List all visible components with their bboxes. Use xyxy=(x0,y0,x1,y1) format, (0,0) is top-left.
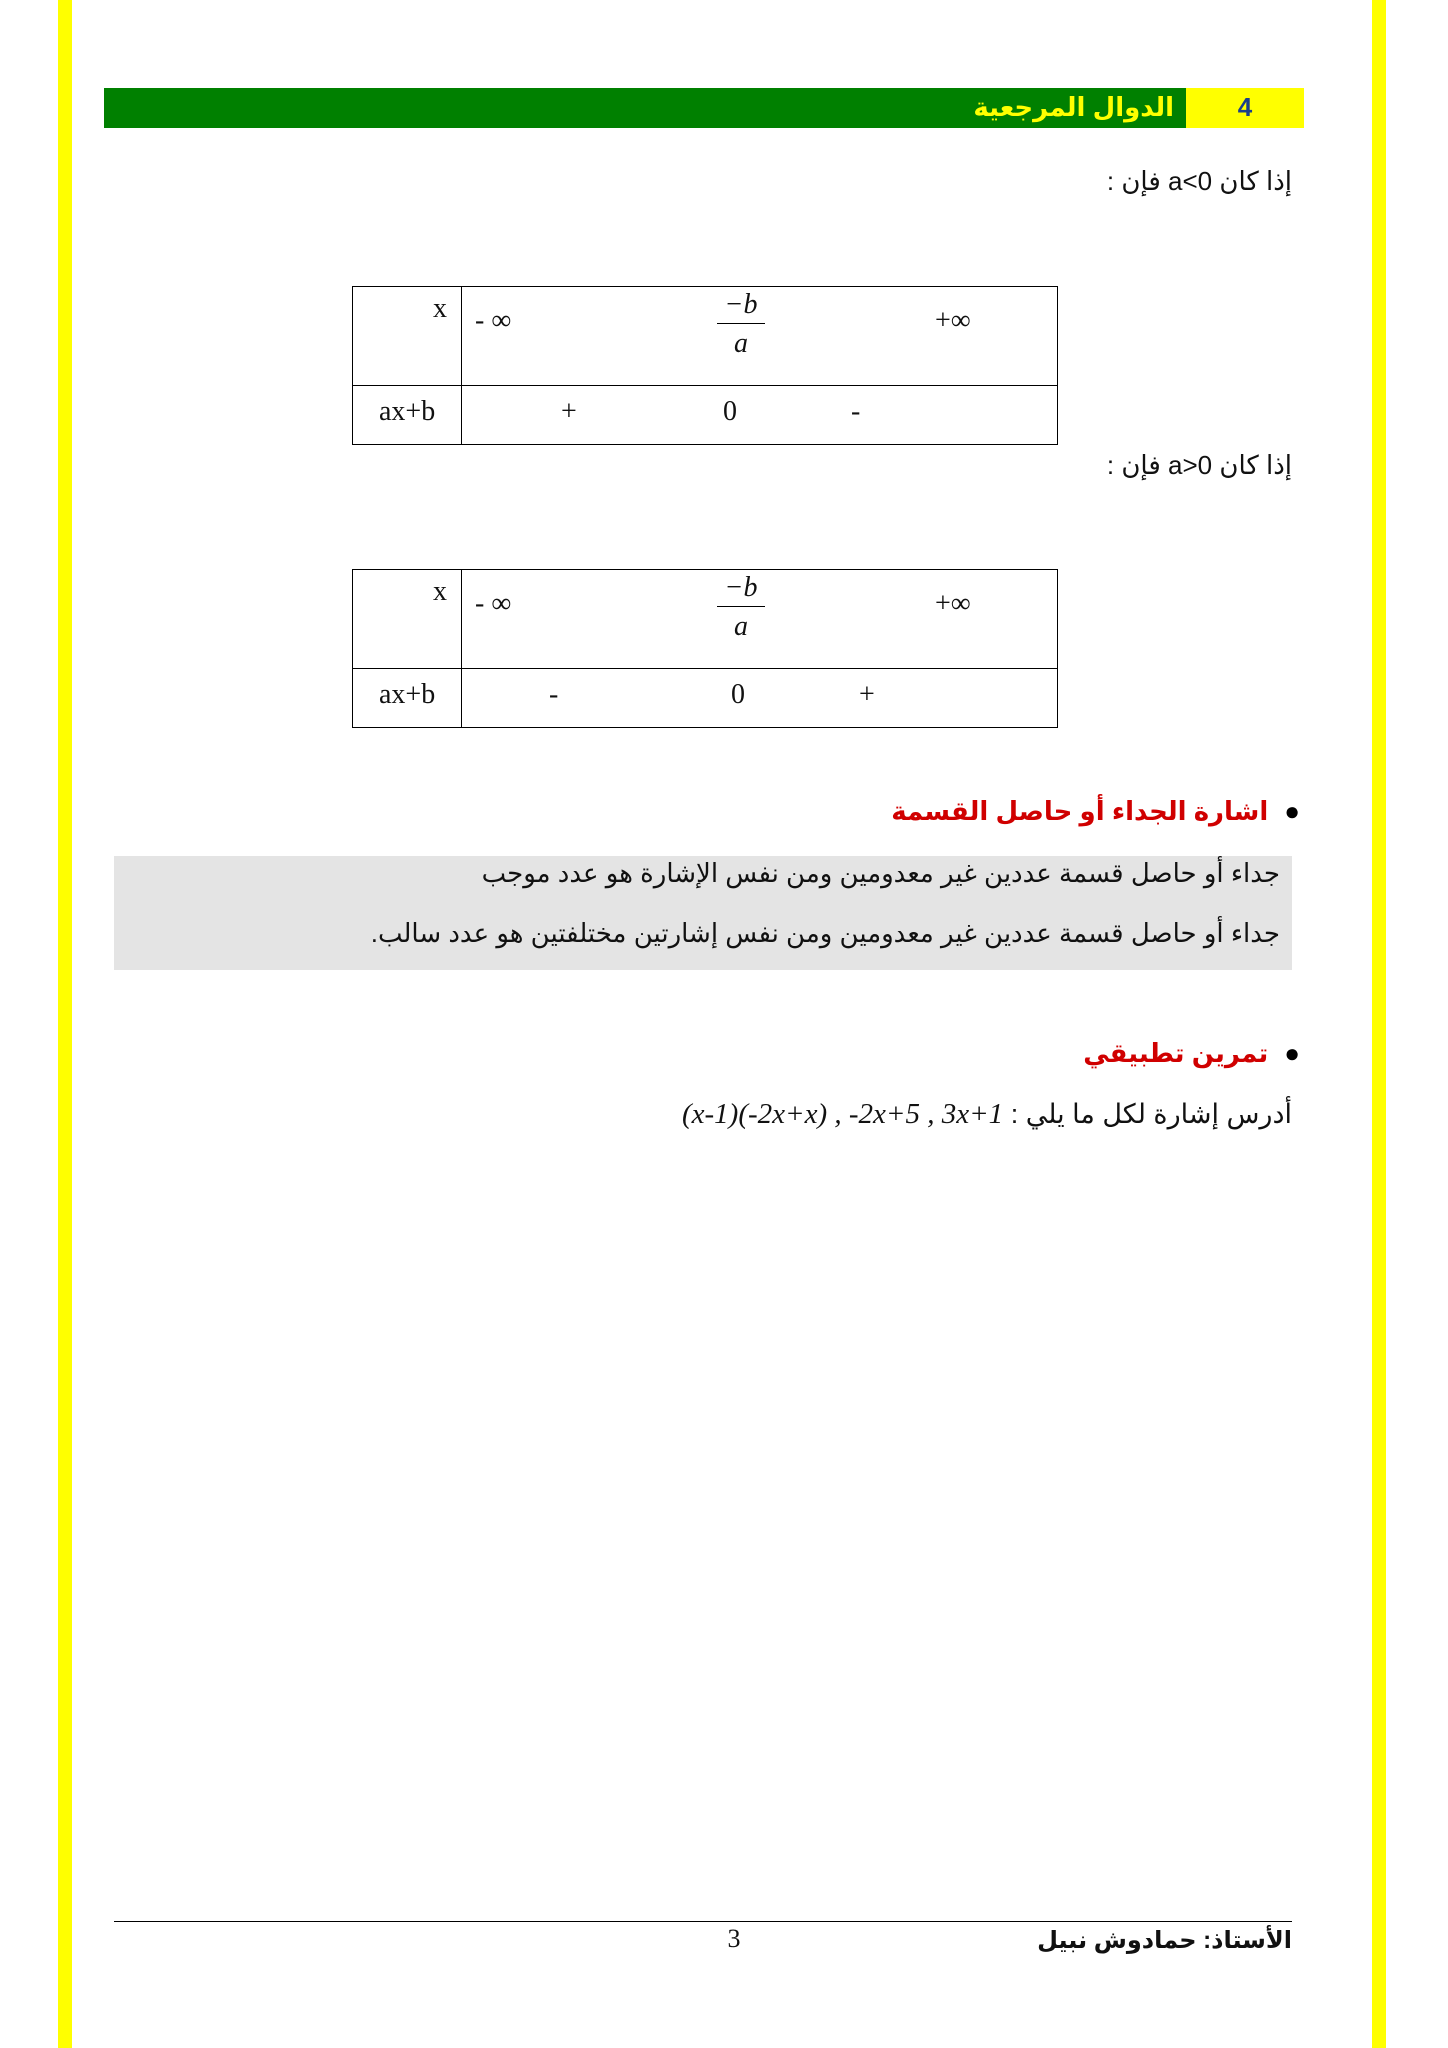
root-fraction xyxy=(717,572,765,643)
root-numerator: −b xyxy=(717,289,765,324)
chapter-number: 4 xyxy=(1237,92,1253,122)
teacher-name: الأستاذ: حمادوش نبيل xyxy=(1037,1927,1292,1954)
exercise-prompt: أدرس إشارة لكل ما يلي : xyxy=(1010,1099,1292,1129)
exercise-heading-text: تمرين تطبيقي xyxy=(1083,1038,1269,1068)
sign-right: + xyxy=(859,679,875,710)
sign-table-a-negative xyxy=(352,286,1058,445)
sign-table-a-positive xyxy=(352,569,1058,728)
rule-negative: جداء أو حاصل قسمة عددين غير معدومين ومن نفس إشارتين مختلفتين هو عدد سالب. xyxy=(370,918,1280,948)
rule-positive: جداء أو حاصل قسمة عددين غير معدومين ومن نفس الإشارة هو عدد موجب xyxy=(481,858,1280,888)
table-row-sign xyxy=(353,669,1057,727)
root-zero: 0 xyxy=(731,679,745,710)
x-label: x xyxy=(433,293,447,324)
table-row-x xyxy=(353,570,1057,669)
root-denominator: a xyxy=(734,611,748,642)
sign-right: - xyxy=(851,396,861,427)
sign-left: - xyxy=(549,679,559,710)
exercise-expressions: (x-1)(-2x+x) , -2x+5 , 3x+1 xyxy=(682,1098,1004,1130)
left-yellow-border xyxy=(58,0,72,2048)
table-row-sign xyxy=(353,386,1057,444)
expression-label: ax+b xyxy=(379,679,436,710)
case-negative-label: إذا كان a<0 فإن : xyxy=(1106,166,1292,196)
exercise-heading xyxy=(1083,1038,1300,1069)
chapter-header xyxy=(104,88,1304,128)
plus-infinity: +∞ xyxy=(935,305,971,336)
root-fraction xyxy=(717,289,765,360)
sign-left: + xyxy=(561,396,577,427)
product-sign-heading-text: اشارة الجداء أو حاصل القسمة xyxy=(891,796,1269,826)
bullet-icon: ● xyxy=(1284,796,1300,826)
x-label: x xyxy=(433,576,447,607)
root-zero: 0 xyxy=(723,396,737,427)
header-number-band xyxy=(1186,88,1304,128)
sign-rule-box xyxy=(114,856,1292,970)
root-denominator: a xyxy=(734,328,748,359)
product-sign-heading xyxy=(891,796,1300,827)
minus-infinity: - ∞ xyxy=(475,588,512,619)
header-title-band xyxy=(104,88,1186,128)
case-positive-label: إذا كان a>0 فإن : xyxy=(1106,450,1292,480)
chapter-title: الدوال المرجعية xyxy=(973,92,1174,122)
minus-infinity: - ∞ xyxy=(475,305,512,336)
expression-label: ax+b xyxy=(379,396,436,427)
exercise-statement xyxy=(682,1098,1292,1131)
table-row-x xyxy=(353,287,1057,386)
right-yellow-border xyxy=(1372,0,1386,2048)
footer-divider xyxy=(114,1921,1292,1922)
bullet-icon: ● xyxy=(1284,1038,1300,1068)
page-number: 3 xyxy=(727,1924,741,1953)
root-numerator: −b xyxy=(717,572,765,607)
plus-infinity: +∞ xyxy=(935,588,971,619)
